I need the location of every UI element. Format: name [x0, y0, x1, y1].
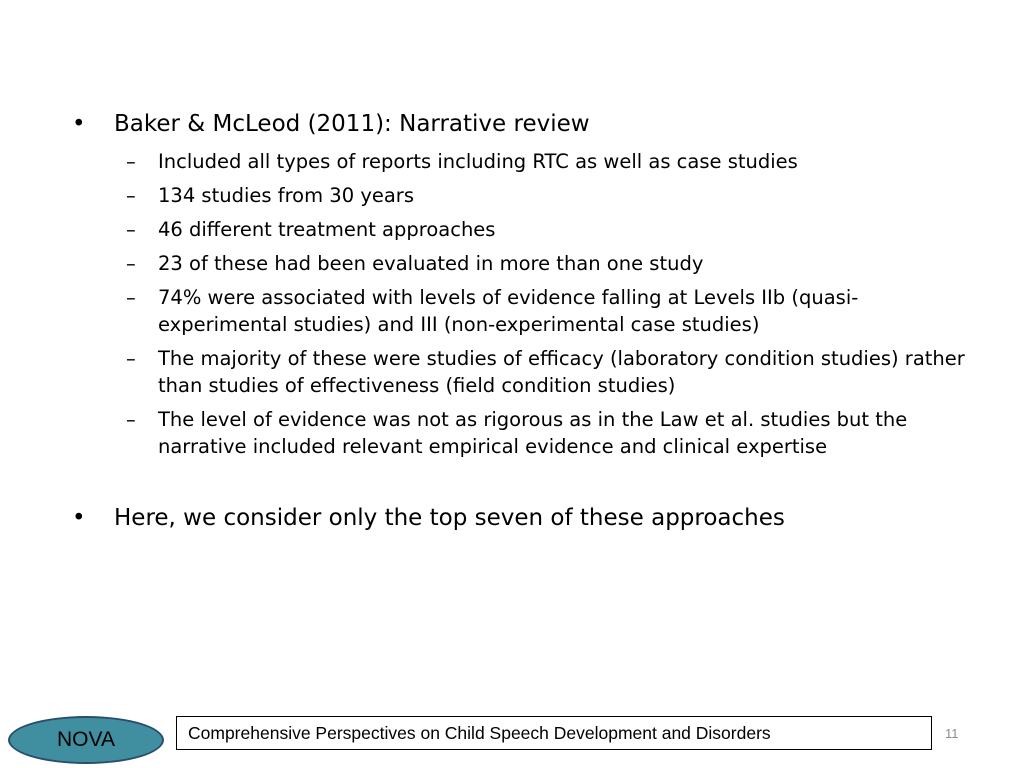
bullet-item-narrative-review	[72, 108, 972, 460]
bullet-list	[72, 108, 972, 535]
bullet-text: Here, we consider only the top seven of these approaches	[114, 505, 785, 531]
bullet-dot-icon: •	[72, 111, 86, 137]
dash-icon: –	[126, 408, 136, 431]
dash-icon: –	[126, 184, 136, 207]
sub-item	[114, 216, 972, 243]
dash-icon: –	[126, 150, 136, 173]
nova-logo-badge	[8, 716, 164, 764]
footer-title-box	[176, 716, 932, 750]
dash-icon: –	[126, 347, 136, 370]
sub-item	[114, 284, 972, 338]
dash-icon: –	[126, 218, 136, 241]
bullet-text: Baker & McLeod (2011): Narrative review	[114, 111, 590, 137]
dash-icon: –	[126, 252, 136, 275]
slide-content	[72, 108, 972, 535]
sub-item	[114, 345, 972, 399]
nova-label: NOVA	[57, 728, 115, 751]
sub-item-text: 74% were associated with levels of evidence falling at Levels IIb (quasi-experimental studies) and III (non-experimental case studies)	[158, 286, 859, 336]
sub-item-text: 23 of these had been evaluated in more than one study	[158, 252, 704, 275]
dash-icon: –	[126, 286, 136, 309]
sub-list	[114, 148, 972, 460]
sub-item	[114, 148, 972, 175]
sub-item	[114, 406, 972, 460]
slide-number: 11	[945, 726, 959, 741]
footer-title: Comprehensive Perspectives on Child Speech Development and Disorders	[188, 722, 771, 743]
sub-item-text: 134 studies from 30 years	[158, 184, 414, 207]
bullet-item-top-seven	[72, 502, 972, 535]
bullet-dot-icon: •	[72, 505, 86, 531]
sub-item-text: The level of evidence was not as rigorous as in the Law et al. studies but the narrative included relevant empirical evidence and clinical expertise	[158, 408, 908, 458]
sub-item	[114, 250, 972, 277]
sub-item	[114, 182, 972, 209]
sub-item-text: The majority of these were studies of efficacy (laboratory condition studies) rather than studies of effectiveness (field condition studies)	[158, 347, 965, 397]
sub-item-text: 46 different treatment approaches	[158, 218, 496, 241]
sub-item-text: Included all types of reports including RTC as well as case studies	[158, 150, 798, 173]
